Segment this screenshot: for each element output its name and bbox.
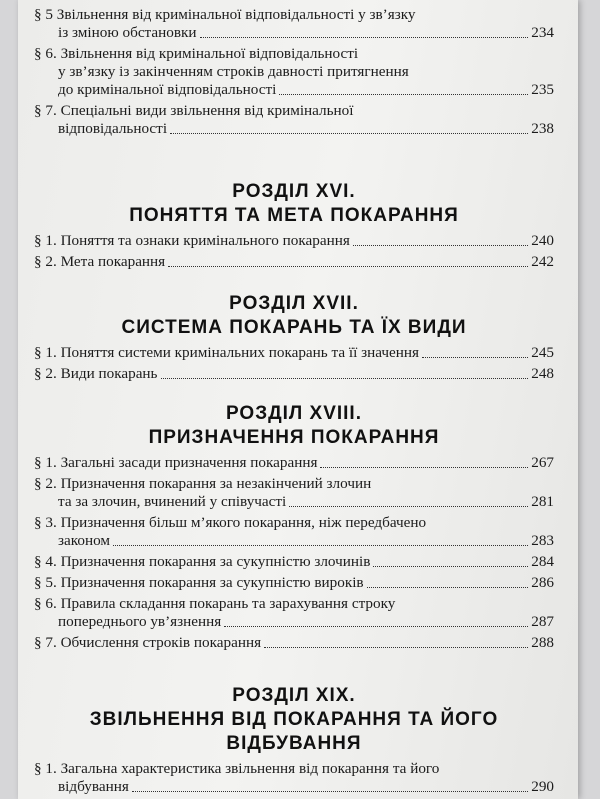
dot-leader bbox=[320, 467, 528, 468]
toc-entry[interactable] bbox=[34, 553, 554, 571]
toc-entry-text: § 2. Види покарань bbox=[34, 365, 158, 382]
toc-entry[interactable] bbox=[34, 232, 554, 250]
page-number: 245 bbox=[531, 344, 554, 361]
toc-entry[interactable] bbox=[34, 45, 554, 99]
dot-leader bbox=[132, 791, 528, 792]
toc-entry-text: § 5. Призначення покарання за сукупністю вироків bbox=[34, 574, 364, 591]
page-number: 267 bbox=[531, 454, 554, 471]
toc-entry-text: та за злочин, вчинений у співучасті bbox=[58, 493, 287, 510]
toc-entry-text: § 1. Поняття системи кримінальних покарань та її значення bbox=[34, 344, 419, 361]
toc-entry-text: § 6. Звільнення від кримінальної відповідальності bbox=[34, 45, 359, 62]
dot-leader bbox=[168, 266, 528, 267]
dot-leader bbox=[422, 357, 528, 358]
toc-entry-text: відбування bbox=[58, 778, 129, 795]
chapter-title: ЗВІЛЬНЕННЯ ВІД ПОКАРАННЯ ТА ЙОГО ВІДБУВАННЯ bbox=[89, 709, 499, 754]
toc-entry[interactable] bbox=[34, 102, 554, 138]
page-number: 240 bbox=[531, 232, 554, 249]
toc-entry[interactable] bbox=[34, 475, 554, 511]
page-number: 248 bbox=[531, 365, 554, 382]
toc-entry-text: § 1. Загальні засади призначення покарання bbox=[34, 454, 318, 471]
toc-entry-text: § 1. Загальна характеристика звільнення від покарання та його bbox=[34, 760, 440, 777]
toc-entry-text: до кримінальної відповідальності bbox=[58, 81, 277, 98]
toc-entry-text: § 7. Обчислення строків покарання bbox=[34, 634, 262, 651]
toc-section bbox=[34, 180, 554, 274]
dot-leader bbox=[264, 647, 528, 648]
page-number: 283 bbox=[531, 532, 554, 549]
chapter-title: ПОНЯТТЯ ТА МЕТА ПОКАРАННЯ bbox=[129, 205, 459, 226]
chapter-title: ПРИЗНАЧЕННЯ ПОКАРАННЯ bbox=[148, 427, 440, 448]
toc-section bbox=[34, 402, 554, 655]
page-number: 290 bbox=[531, 778, 554, 795]
page-number: 235 bbox=[531, 81, 554, 98]
toc-entry-text: у зв’язку із закінченням строків давності притягнення bbox=[58, 63, 409, 80]
toc-entry[interactable] bbox=[34, 634, 554, 652]
chapter-heading: РОЗДІЛ XVIII. bbox=[226, 403, 362, 424]
toc-entry-text: § 3. Призначення більш м’якого покарання, ніж передбачено bbox=[34, 514, 427, 531]
toc-section bbox=[34, 292, 554, 386]
toc-entry[interactable] bbox=[34, 365, 554, 383]
chapter-heading: РОЗДІЛ XVII. bbox=[229, 293, 359, 314]
dot-leader bbox=[224, 626, 528, 627]
dot-leader bbox=[113, 545, 528, 546]
dot-leader bbox=[373, 566, 528, 567]
page-number: 287 bbox=[531, 613, 554, 630]
toc-entry[interactable] bbox=[34, 760, 554, 796]
toc-entry-text: § 6. Правила складання покарань та зарахування строку bbox=[34, 595, 396, 612]
page-number: 284 bbox=[531, 553, 554, 570]
toc-entry[interactable] bbox=[34, 344, 554, 362]
dot-leader bbox=[170, 133, 528, 134]
toc-entry[interactable] bbox=[34, 6, 554, 42]
toc-entry-text: § 5 Звільнення від кримінальної відповідальності у зв’язку bbox=[34, 6, 416, 23]
dot-leader bbox=[279, 94, 528, 95]
page-number: 288 bbox=[531, 634, 554, 651]
page-number: 281 bbox=[531, 493, 554, 510]
page-number: 242 bbox=[531, 253, 554, 270]
toc-entry[interactable] bbox=[34, 253, 554, 271]
dot-leader bbox=[200, 37, 529, 38]
toc-section bbox=[34, 684, 554, 799]
page-number: 286 bbox=[531, 574, 554, 591]
book-page bbox=[18, 0, 578, 799]
chapter-heading: РОЗДІЛ XVI. bbox=[232, 181, 356, 202]
toc-entry-text: § 2. Мета покарання bbox=[34, 253, 166, 270]
toc-entry-text: § 7. Спеціальні види звільнення від кримінальної bbox=[34, 102, 354, 119]
page-number: 234 bbox=[531, 24, 554, 41]
toc-entry[interactable] bbox=[34, 595, 554, 631]
toc-entry-text: § 1. Поняття та ознаки кримінального покарання bbox=[34, 232, 350, 249]
toc-section bbox=[34, 6, 554, 141]
dot-leader bbox=[353, 245, 528, 246]
dot-leader bbox=[367, 587, 529, 588]
toc-entry-text: § 4. Призначення покарання за сукупністю злочинів bbox=[34, 553, 371, 570]
toc-entry-text: із зміною обстановки bbox=[58, 24, 197, 41]
toc-entry[interactable] bbox=[34, 454, 554, 472]
chapter-heading: РОЗДІЛ XIX. bbox=[232, 685, 356, 706]
toc-entry[interactable] bbox=[34, 514, 554, 550]
toc-entry-text: відповідальності bbox=[58, 120, 168, 137]
toc-entry-text: законом bbox=[58, 532, 110, 549]
toc-entry[interactable] bbox=[34, 574, 554, 592]
dot-leader bbox=[161, 378, 529, 379]
chapter-title: СИСТЕМА ПОКАРАНЬ ТА ЇХ ВИДИ bbox=[121, 317, 467, 338]
page-number: 238 bbox=[531, 120, 554, 137]
toc-entry-text: попереднього ув’язнення bbox=[58, 613, 222, 630]
toc-entry-text: § 2. Призначення покарання за незакінчений злочин bbox=[34, 475, 372, 492]
dot-leader bbox=[289, 506, 528, 507]
